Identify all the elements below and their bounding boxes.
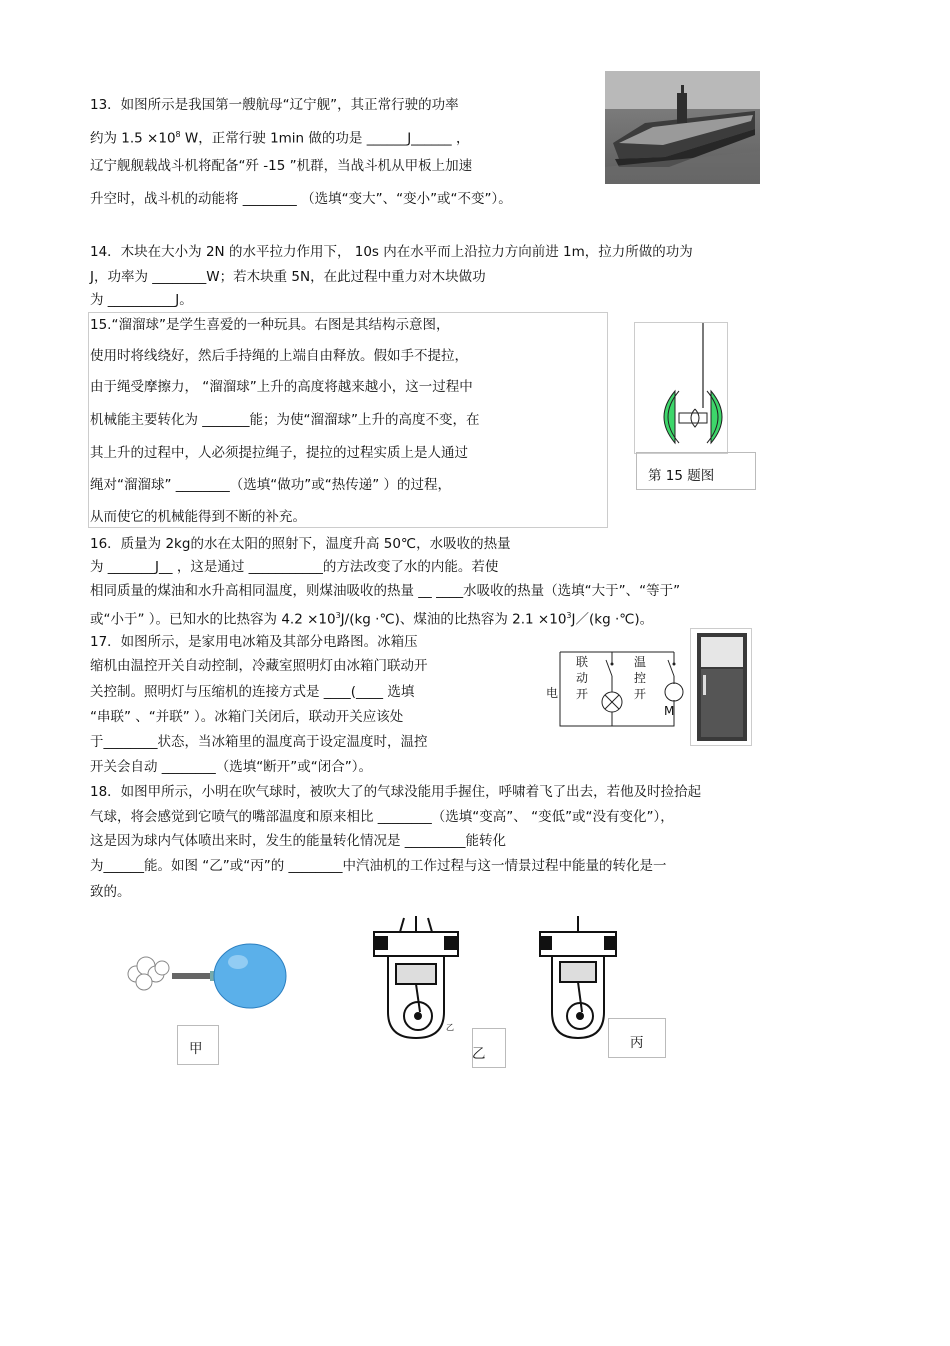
q17-line5: 于________状态，当冰箱里的温度高于设定温度时，温控 xyxy=(90,734,428,750)
q14-line2: J，功率为 ________W；若木块重 5N，在此过程中重力对木块做功 xyxy=(90,269,486,285)
q14-line3: 为 __________J。 xyxy=(90,292,193,308)
q18-line4: 为______能。如图 “乙”或“丙”的 ________中汽油机的工作过程与这一情景过程中能量的转化是一 xyxy=(90,858,667,874)
refrigerator-photo xyxy=(690,628,752,746)
q18-line3: 这是因为球内气体喷出来时，发生的能量转化情况是 _________能转化 xyxy=(90,833,507,849)
label-jia: 甲 xyxy=(189,1041,203,1057)
q13-line2: 约为 $1.5 \times 10^8$ W，正常行驶 1min 做的功是 ______J______ ， xyxy=(90,130,470,147)
q13-line3: 辽宁舰舰载战斗机将配备“歼 -15 ”机群，当战斗机从甲板上加速 xyxy=(90,158,473,174)
q16-line3: 相同质量的煤油和水升高相同温度，则煤油吸收的热量 __ ____水吸收的热量（选填“大于”、“等于” xyxy=(90,583,681,599)
q15-caption: 第 15 题图 xyxy=(648,468,715,484)
balloon-figure xyxy=(122,940,296,1018)
q16-line4: 或“小于” ）。已知水的比热容为 $4.2 \times 10^3J/(kg$ ·℃)、煤油的比热容为 $2.1 \times 10^3J/(kg$ ·℃)。 xyxy=(90,611,654,628)
q13-line1: 13．如图所示是我国第一艘航母“辽宁舰”，其正常行驶的功率 xyxy=(90,97,459,113)
q16-line1: 16．质量为 2kg的水在太阳的照射下，温度升高 50℃，水吸收的热量 xyxy=(90,536,511,552)
label-bing: 丙 xyxy=(630,1035,644,1051)
yoyo-diagram xyxy=(634,322,728,454)
q17-line4: “串联” 、“并联” ）。冰箱门关闭后，联动开关应该处 xyxy=(90,709,404,725)
q15-line7: 从而使它的机械能得到不断的补充。 xyxy=(90,509,306,525)
q18-line2: 气球，将会感觉到它喷气的嘴部温度和原来相比 ________（选填“变高”、 “变低”或“没有变化”）， xyxy=(90,809,674,825)
q17-line1: 17．如图所示，是家用电冰箱及其部分电路图。冰箱压 xyxy=(90,634,418,650)
q15-line6: 绳对“溜溜球” ________（选填“做功”或“热传递” ）的过程， xyxy=(90,477,452,493)
label-yi: 乙 xyxy=(472,1046,486,1062)
circuit-switch2-label: 温 控 开 xyxy=(634,655,647,701)
q15-line2: 使用时将线绕好，然后手持绳的上端自由释放。假如手不提拉， xyxy=(90,348,468,364)
engine-mark: 乙 xyxy=(446,1023,454,1032)
aircraft-carrier-photo xyxy=(605,71,760,184)
engine-yi-diagram xyxy=(360,912,472,1042)
q18-line5: 致的。 xyxy=(90,884,131,900)
q15-line3: 由于绳受摩擦力， “溜溜球”上升的高度将越来越小，这一过程中 xyxy=(90,379,473,395)
q15-line5: 其上升的过程中，人必须提拉绳子，提拉的过程实质上是人通过 xyxy=(90,445,468,461)
circuit-switch1-label: 联 动 开 xyxy=(576,655,589,701)
q13-line4: 升空时，战斗机的动能将 ________ （选填“变大”、“变小”或“不变”）。 xyxy=(90,191,512,207)
q15-line1: 15.“溜溜球”是学生喜爱的一种玩具。右图是其结构示意图， xyxy=(90,317,450,333)
q17-line2: 缩机由温控开关自动控制，冷藏室照明灯由冰箱门联动开 xyxy=(90,658,428,674)
q14-line1: 14．木块在大小为 2N 的水平拉力作用下， 10s 内在水平而上沿拉力方向前进 1m，拉力所做的功为 xyxy=(90,244,693,260)
circuit-power-label: 电 xyxy=(546,686,559,700)
q18-line1: 18．如图甲所示，小明在吹气球时，被吹大了的气球没能用手握住，呼啸着飞了出去，若他及时捡拾起 xyxy=(90,784,702,800)
circuit-motor-label: M xyxy=(664,704,675,718)
q16-line2: 为 _______J__ ，这是通过 ___________的方法改变了水的内能。若使 xyxy=(90,559,499,575)
q15-line4: 机械能主要转化为 _______能；为使“溜溜球”上升的高度不变，在 xyxy=(90,412,480,428)
circuit-diagram xyxy=(546,640,694,732)
q17-line3: 关控制。照明灯与压缩机的连接方式是 ____(____ 选填 xyxy=(90,684,415,700)
q17-line6: 开关会自动 ________（选填“断开”或“闭合”）。 xyxy=(90,759,373,775)
